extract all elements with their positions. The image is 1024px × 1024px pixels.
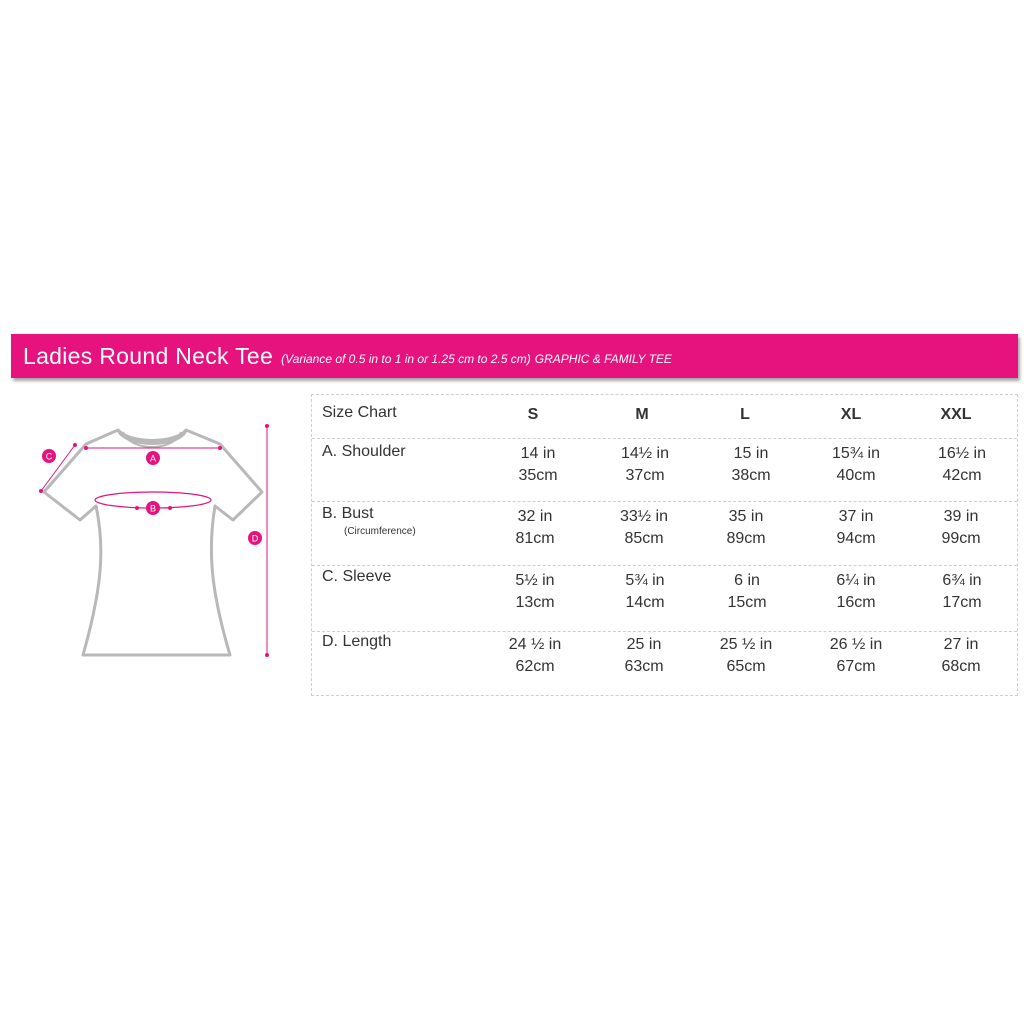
size-header-l: L <box>740 406 750 423</box>
table-cell: 25 ½ in 65cm <box>719 636 773 675</box>
table-cell: 15¾ in 40cm <box>831 445 881 484</box>
row-label: C. Sleeve <box>322 568 392 585</box>
table-cell: 6¾ in 17cm <box>942 572 982 611</box>
table-cell: 25 in 63cm <box>624 636 664 675</box>
table-row-sleeve <box>312 565 1017 632</box>
table-cell: 33½ in 85cm <box>619 508 669 547</box>
table-header-row <box>312 395 1017 439</box>
table-cell: 15 in 38cm <box>731 445 771 484</box>
marker-d-label: D <box>251 533 259 544</box>
marker-b <box>146 501 160 515</box>
table-cell: 14 in 35cm <box>518 445 558 484</box>
tshirt-diagram <box>30 418 280 663</box>
table-cell: 5½ in 13cm <box>515 572 555 611</box>
table-cell: 27 in 68cm <box>941 636 981 675</box>
size-header-m: M <box>635 406 649 423</box>
table-row-shoulder <box>312 438 1017 502</box>
marker-b-label: B <box>149 503 157 514</box>
table-cell: 35 in 89cm <box>726 508 766 547</box>
size-header-xxl: XXL <box>940 406 972 423</box>
table-cell: 37 in 94cm <box>836 508 876 547</box>
title-banner <box>11 334 1018 378</box>
table-cell: 14½ in 37cm <box>620 445 670 484</box>
size-header-xl: XL <box>840 406 862 423</box>
table-cell: 24 ½ in 62cm <box>508 636 562 675</box>
row-sublabel: (Circumference) <box>344 526 416 537</box>
size-chart-label: Size Chart <box>322 404 397 421</box>
marker-c <box>42 449 56 463</box>
marker-c-label: C <box>45 451 53 462</box>
marker-d <box>248 531 262 545</box>
product-title: Ladies Round Neck Tee <box>23 342 274 369</box>
row-label: A. Shoulder <box>322 443 406 460</box>
table-cell: 6 in 15cm <box>727 572 767 611</box>
size-chart-table <box>311 394 1018 696</box>
row-label: D. Length <box>322 633 392 650</box>
marker-a-label: A <box>149 453 157 464</box>
row-label: B. Bust <box>322 505 374 522</box>
size-header-s: S <box>527 406 539 423</box>
table-row-bust <box>312 501 1017 566</box>
marker-a <box>146 451 160 465</box>
variance-note: (Variance of 0.5 in to 1 in or 1.25 cm to 2.5 cm) <box>281 352 531 366</box>
table-cell: 26 ½ in 67cm <box>829 636 883 675</box>
table-cell: 5¾ in 14cm <box>625 572 665 611</box>
table-cell: 39 in 99cm <box>941 508 981 547</box>
table-cell: 32 in 81cm <box>515 508 555 547</box>
category-tag: GRAPHIC & FAMILY TEE <box>534 352 672 366</box>
table-cell: 6¼ in 16cm <box>836 572 876 611</box>
table-row-length <box>312 631 1017 695</box>
table-cell: 16½ in 42cm <box>937 445 987 484</box>
